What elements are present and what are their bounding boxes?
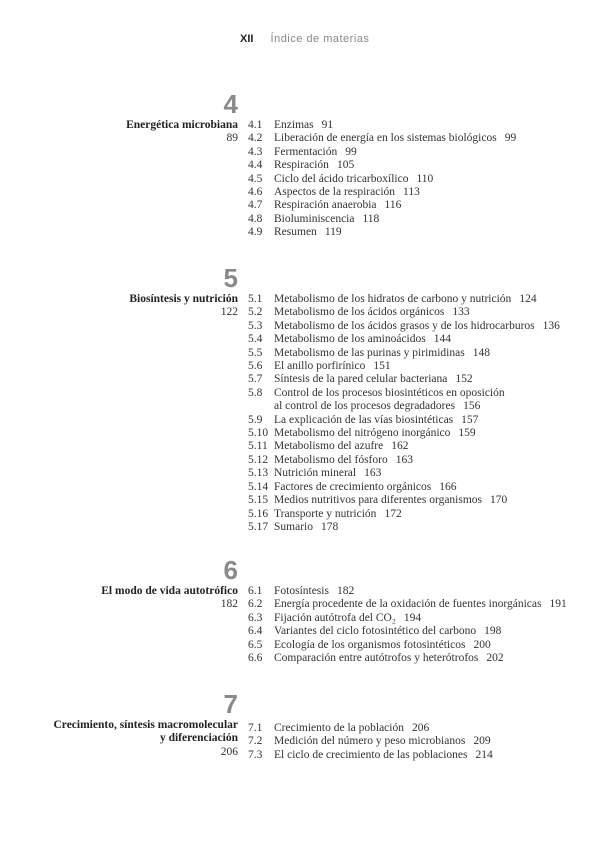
- toc-entry: [248, 494, 560, 507]
- toc-entry: [248, 414, 560, 427]
- section-number: 6.1: [248, 585, 263, 597]
- toc-entry: [248, 186, 516, 199]
- section-list: [248, 722, 493, 762]
- toc-entry: [248, 454, 560, 467]
- section-title: Metabolismo del nitrógeno inorgánico: [274, 427, 451, 440]
- section-page: 148: [472, 346, 490, 359]
- section-title: Sumario: [274, 520, 313, 533]
- section-list: [248, 293, 560, 534]
- toc-entry: [248, 612, 567, 625]
- section-page: 99: [504, 132, 517, 145]
- toc-entry: [248, 293, 560, 306]
- section-title: El anillo porfirínico: [274, 360, 366, 373]
- section-title: Energía procedente de la oxidación de fuentes inorgánicas: [274, 598, 542, 611]
- toc-entry: [248, 749, 493, 762]
- section-title: Metabolismo de las purinas y pirimidinas: [274, 346, 465, 359]
- section-page: 159: [458, 427, 476, 440]
- section-list: [248, 585, 567, 665]
- running-header: [240, 33, 369, 45]
- section-title: Fotosíntesis: [274, 585, 329, 597]
- section-title: al control de los procesos degradadores: [274, 400, 456, 413]
- toc-entry: [248, 333, 560, 346]
- toc-entry: [248, 360, 560, 373]
- toc-entry: [248, 199, 516, 212]
- section-title: Factores de crecimiento orgánicos: [274, 480, 432, 493]
- chapter-number: 6: [223, 555, 238, 585]
- chapter-title-line: y diferenciación: [159, 732, 238, 745]
- toc-entry: [248, 306, 560, 319]
- toc-entry: [248, 652, 567, 665]
- section-title: Transporte y nutrición: [274, 507, 377, 520]
- toc-entry: [248, 625, 567, 638]
- section-number: 5.13: [248, 467, 269, 480]
- section-title: Respiración: [274, 159, 329, 172]
- section-number: 5.15: [248, 494, 269, 507]
- section-page: 162: [391, 440, 409, 453]
- section-number: 6.5: [248, 638, 263, 651]
- section-page: 166: [439, 480, 457, 493]
- section-list: [248, 119, 516, 240]
- section-page: 133: [452, 306, 470, 319]
- section-number: 5.10: [248, 427, 269, 440]
- section-title: Liberación de energía en los sistemas biológicos: [274, 132, 497, 145]
- section-number: 6.6: [248, 652, 263, 665]
- section-number: 4.6: [248, 186, 263, 199]
- toc-entry: [248, 722, 493, 735]
- section-page: 209: [473, 735, 491, 748]
- section-number: 4.7: [248, 199, 263, 212]
- section-page: 151: [373, 360, 391, 373]
- toc-entry: [248, 173, 516, 186]
- page-number: XII: [240, 33, 254, 45]
- section-number: 4.1: [248, 119, 263, 131]
- section-page: 200: [473, 638, 491, 651]
- section-title: Metabolismo del fósforo: [274, 453, 388, 466]
- toc-entry: [248, 159, 516, 172]
- section-title: Respiración anaerobia: [274, 199, 377, 212]
- section-number: 4.4: [248, 159, 263, 172]
- section-number: 5.14: [248, 480, 269, 493]
- chapter-title-line: Crecimiento, síntesis macromolecular: [53, 719, 238, 731]
- section-number: 6.3: [248, 611, 263, 624]
- section-page: 110: [416, 172, 434, 185]
- section-page: 124: [519, 293, 537, 305]
- section-title: Ciclo del ácido tricarboxílico: [274, 172, 409, 185]
- section-page: 119: [324, 226, 342, 239]
- toc-entry: [248, 347, 560, 360]
- section-page: 105: [336, 159, 355, 172]
- section-number: 5.4: [248, 333, 263, 346]
- section-number: 5.2: [248, 306, 263, 319]
- section-page: 172: [384, 507, 402, 520]
- toc-entry: [248, 373, 560, 386]
- section-number: 5.5: [248, 346, 263, 359]
- chapter-page: 89: [226, 132, 238, 145]
- section-title: Nutrición mineral: [274, 467, 357, 480]
- section-page: 163: [364, 467, 382, 480]
- section-title: La explicación de las vías biosintéticas: [274, 413, 454, 426]
- toc-entry: [248, 467, 560, 480]
- section-title: Comparación entre autótrofos y heterótrofos: [274, 652, 479, 665]
- section-page: 157: [461, 413, 479, 426]
- section-page: 91: [321, 119, 334, 131]
- section-title: Fijación autótrofa del CO₂: [274, 611, 396, 624]
- section-number: 4.2: [248, 132, 263, 145]
- toc-entry: [248, 119, 516, 132]
- toc-entry: [248, 639, 567, 652]
- toc-entry: [248, 735, 493, 748]
- section-page: 198: [484, 625, 502, 638]
- section-title: Metabolismo de los ácidos grasos y de los hidrocarburos: [274, 319, 535, 332]
- chapter-title: [54, 719, 239, 759]
- section-title: Aspectos de la respiración: [274, 186, 396, 199]
- section-number: 7.1: [248, 722, 263, 734]
- chapter-number: 7: [223, 689, 238, 719]
- toc-entry: [248, 508, 560, 521]
- toc-entry: [248, 387, 560, 400]
- section-number: 6.4: [248, 625, 263, 638]
- section-title: Variantes del ciclo fotosintético del carbono: [274, 625, 477, 638]
- section-number: 7.3: [248, 748, 263, 761]
- section-number: 4.5: [248, 172, 263, 185]
- section-page: 144: [433, 333, 451, 346]
- chapter-title-line: El modo de vida autotrófico: [101, 585, 238, 597]
- section-number: 4.9: [248, 226, 263, 239]
- section-number: 5.6: [248, 360, 263, 373]
- section-page: 116: [384, 199, 402, 212]
- section-title: Crecimiento de la población: [274, 722, 404, 734]
- toc-entry: [248, 213, 516, 226]
- toc-entry: [248, 585, 567, 598]
- toc-entry: [248, 427, 560, 440]
- section-number: 4.3: [248, 145, 263, 158]
- toc-entry: [248, 481, 560, 494]
- chapter-title-line: Energética microbiana: [126, 119, 238, 131]
- section-title: Metabolismo de los hidratos de carbono y nutrición: [274, 293, 512, 305]
- section-number: 6.2: [248, 598, 263, 611]
- chapter-number: 5: [223, 263, 238, 293]
- section-title: Fermentación: [274, 145, 338, 158]
- section-number: 4.8: [248, 212, 263, 225]
- section-number: 5.8: [248, 386, 263, 399]
- section-page: 191: [549, 598, 567, 611]
- header-title: Índice de materias: [270, 33, 370, 45]
- section-page: 214: [475, 748, 493, 761]
- section-page: 170: [490, 494, 508, 507]
- section-number: 5.9: [248, 413, 263, 426]
- chapter-page: 122: [220, 306, 238, 319]
- section-title: Medición del número y peso microbianos: [274, 735, 466, 748]
- section-page: 99: [345, 145, 357, 158]
- section-title: Metabolismo de los ácidos orgánicos: [274, 306, 445, 319]
- section-page: 152: [455, 373, 473, 386]
- section-page: 118: [362, 212, 380, 225]
- section-title: El ciclo de crecimiento de las poblaciones: [274, 748, 468, 761]
- section-number: 5.12: [248, 453, 269, 466]
- section-number: 7.2: [248, 735, 263, 748]
- section-page: 206: [411, 722, 430, 734]
- toc-entry: [248, 320, 560, 333]
- chapter-number: 4: [223, 89, 238, 119]
- section-title: Resumen: [274, 226, 317, 239]
- chapter-page: 206: [220, 745, 238, 758]
- section-title: Metabolismo del azufre: [274, 440, 384, 453]
- section-number: 5.16: [248, 507, 269, 520]
- section-number: 5.11: [248, 440, 268, 453]
- section-title: Enzimas: [274, 119, 314, 131]
- chapter-page: 182: [220, 598, 238, 611]
- toc-entry: [248, 440, 560, 453]
- toc-entry: [248, 521, 560, 534]
- section-page: 182: [336, 585, 355, 597]
- section-page: 163: [395, 453, 413, 466]
- section-number: 5.17: [248, 520, 269, 533]
- section-title: Metabolismo de los aminoácidos: [274, 333, 426, 346]
- section-title: Bioluminiscencia: [274, 212, 355, 225]
- toc-entry: [248, 598, 567, 611]
- chapter-title-line: Biosíntesis y nutrición: [129, 293, 238, 305]
- section-number: 5.7: [248, 373, 263, 386]
- section-title: Medios nutritivos para diferentes organismos: [274, 494, 483, 507]
- toc-entry: [248, 226, 516, 239]
- section-title: Ecología de los organismos fotosintéticos: [274, 638, 466, 651]
- section-number: 5.3: [248, 319, 263, 332]
- section-title: Control de los procesos biosintéticos en oposición: [274, 386, 505, 399]
- section-page: 194: [403, 611, 422, 624]
- section-page: 136: [542, 319, 560, 332]
- toc-entry: [248, 146, 516, 159]
- toc-entry: [248, 132, 516, 145]
- chapter-title: [126, 119, 238, 146]
- section-page: 202: [486, 652, 504, 665]
- toc-entry: [248, 400, 560, 413]
- section-title: Síntesis de la pared celular bacteriana: [274, 373, 448, 386]
- section-number: [248, 400, 274, 413]
- chapter-title: [101, 585, 238, 612]
- chapter-title: [129, 293, 238, 320]
- section-page: 156: [463, 400, 481, 413]
- section-page: 113: [403, 186, 420, 199]
- section-number: 5.1: [248, 293, 263, 305]
- section-page: 178: [320, 520, 339, 533]
